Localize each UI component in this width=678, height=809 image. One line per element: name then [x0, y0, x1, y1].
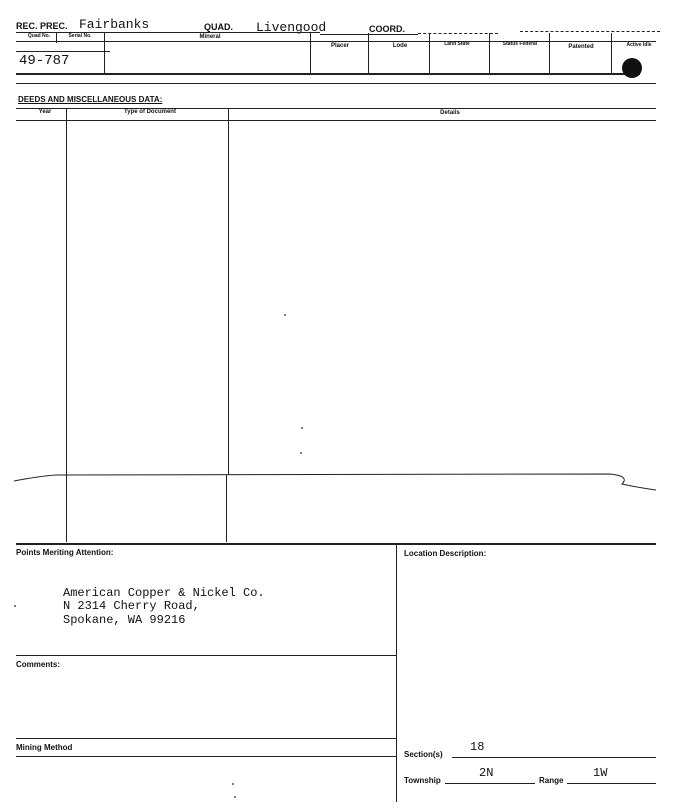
deeds-sep-type	[228, 108, 229, 475]
points-line-1: American Copper & Nickel Co.	[63, 586, 265, 600]
mining-rule	[16, 738, 396, 739]
deeds-col-type: Type of Document	[124, 109, 176, 115]
location-label: Location Description:	[404, 549, 487, 558]
header-top-rule-2	[320, 34, 418, 35]
col-patented: Patented	[568, 44, 594, 50]
mining-label: Mining Method	[16, 743, 73, 752]
speck	[14, 605, 16, 607]
col-sep-active	[611, 33, 612, 73]
section-underline	[452, 757, 656, 758]
col-sep-serial	[56, 33, 57, 43]
col-mineral: Mineral	[199, 34, 221, 40]
col-land-state: Land State	[444, 41, 470, 47]
col-sep-status	[489, 33, 490, 73]
points-line-3: Spokane, WA 99216	[63, 613, 186, 627]
section-label: Section(s)	[404, 750, 443, 759]
township-label: Township	[404, 776, 441, 785]
deeds-head-rule	[16, 120, 656, 121]
comments-label: Comments:	[16, 660, 61, 669]
col-placer: Placer	[330, 43, 349, 49]
speck	[232, 783, 234, 785]
page-fold-line	[0, 466, 678, 494]
speck	[284, 314, 286, 316]
points-line-2: N 2314 Cherry Road,	[63, 599, 200, 613]
range-value: 1W	[593, 766, 608, 780]
header-top-rule-3	[418, 33, 498, 34]
comments-rule	[16, 655, 396, 656]
points-label: Points Meriting Attention:	[16, 548, 114, 557]
col-sep-land	[429, 33, 430, 73]
deeds-col-year: Year	[38, 109, 52, 115]
quad-value: Livengood	[256, 20, 327, 35]
header-sub-rule	[16, 51, 110, 52]
header-top-rule-4	[520, 31, 660, 32]
record-number: 49-787	[19, 53, 70, 69]
active-status-mark	[622, 58, 642, 78]
range-underline	[567, 783, 656, 784]
township-underline	[445, 783, 535, 784]
header-top-rule	[16, 32, 320, 33]
col-sep-placer	[310, 33, 311, 73]
speck	[234, 796, 236, 798]
deeds-col-details: Details	[440, 110, 460, 116]
quad-label: QUAD.	[204, 22, 233, 32]
header-col-rule	[16, 41, 656, 42]
mining-under-rule	[16, 756, 396, 757]
header-lower-rule	[16, 83, 656, 84]
col-lode: Lode	[392, 43, 408, 49]
col-active-idle: Active Idle	[626, 42, 652, 48]
range-label: Range	[539, 776, 564, 785]
deeds-top-rule	[16, 108, 656, 109]
col-quad-no: Quad No.	[27, 33, 51, 39]
col-status-federal: Status Federal	[502, 41, 538, 47]
lower-center-divider	[396, 543, 397, 802]
col-sep-mineral	[104, 33, 105, 73]
rec-prec-label: REC. PREC.	[16, 21, 68, 31]
deeds-title: DEEDS AND MISCELLANEOUS DATA:	[18, 95, 163, 104]
section-value: 18	[470, 740, 485, 754]
township-value: 2N	[479, 766, 494, 780]
speck	[300, 452, 302, 454]
rec-prec-value: Fairbanks	[79, 17, 150, 32]
lower-top-rule	[16, 543, 656, 545]
col-sep-patented	[549, 33, 550, 73]
header-bottom-rule	[16, 73, 640, 75]
speck	[301, 427, 303, 429]
coord-label: COORD.	[369, 24, 405, 34]
col-serial-no: Serial No.	[68, 33, 92, 39]
col-sep-lode	[368, 33, 369, 73]
